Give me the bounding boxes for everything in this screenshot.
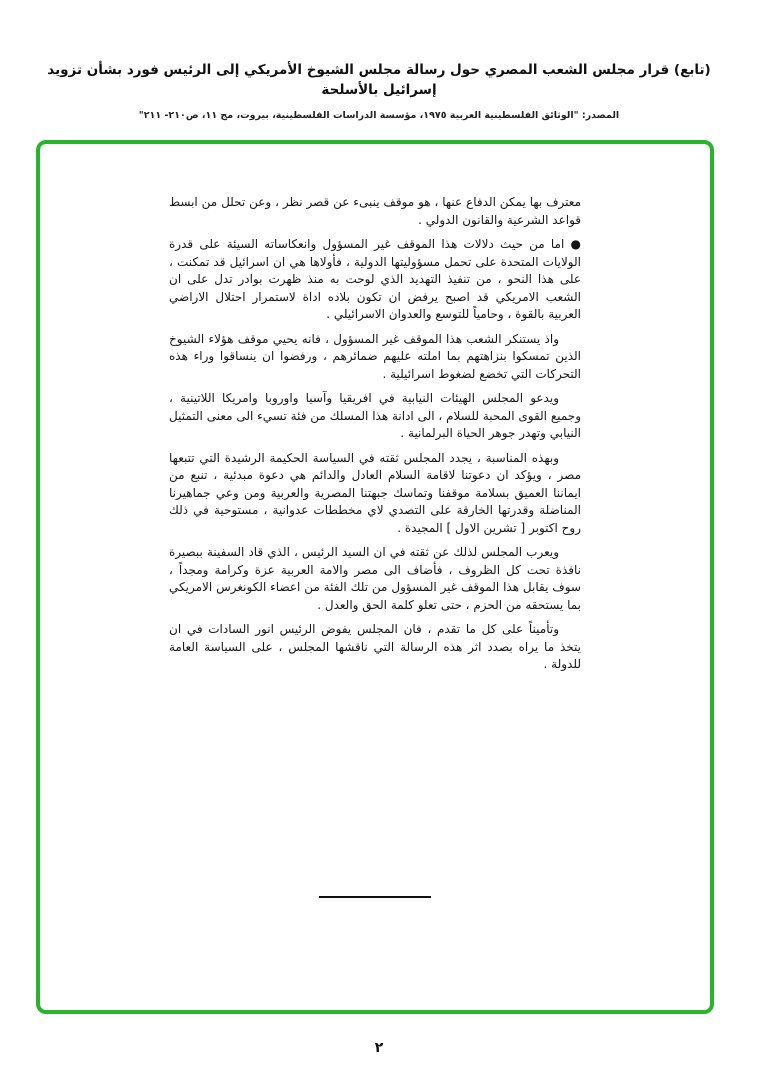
footnote-divider xyxy=(319,896,431,898)
body-text xyxy=(169,194,581,681)
paragraph: ● اما من حيث دلالات هذا الموقف غير المسؤول وانعكاساته السيئة على قدرة الولايات المتحدة على تحمل مسؤوليتها الدولية ، فأولاها هي ان اسرائيل قد تمكنت ، على هذا النحو ، من تنفيذ التهديد الذي لوحت به منذ ظهرت بوادر تدل على ان الشعب الامريكي قد اصبح يرفض ان تكون بلاده اداة لاستمرار احتلال الاراضي العربية بالقوة ، وحامياً للتوسع والعدوان الاسرائيلي . xyxy=(169,237,581,321)
paragraph: معترف بها يمكن الدفاع عنها ، هو موقف ينبىء عن قصر نظر ، وعن تحلل من ابسط قواعد الشرعية والقانون الدولي . xyxy=(169,195,581,227)
paragraph: وبهذه المناسبة ، يجدد المجلس ثقته في السياسة الحكيمة الرشيدة التي تتبعها مصر ، ويؤكد ان دعوتنا لاقامة السلام العادل والدائم هي دعوة مبدئية ، تنبع من ايماننا العميق بسلامة موقفنا وتماسك جبهتنا المصرية والعربية ومن وعي جماهيرنا المناضلة وقدرتها الخارقة على التصدي لاي مخططات عدوانية ، مستوحية في ذلك روح اكتوبر [ تشرين الاول ] المجيدة . xyxy=(169,450,581,535)
content-frame xyxy=(36,140,714,1014)
paragraph: واذ يستنكر الشعب هذا الموقف غير المسؤول ، فانه يحيي موقف هؤلاء الشيوخ الذين تمسكوا بنزاهتهم بما املته عليهم ضمائرهم ، ورفضوا ان ينساقوا وراء هذه التحركات التي تخضع لضغوط اسرائيلية . xyxy=(169,331,581,381)
source-line: المصدر: "الوثائق الفلسطينية العربية ١٩٧٥، مؤسسة الدراسات الفلسطينية، بيروت، مج ١١، ص٢١٠- ٢١١" xyxy=(138,109,620,121)
page-title: (تابع) قرار مجلس الشعب المصري حول رسالة مجلس الشيوخ الأمريكي إلى الرئيس فورد بشأن تزويد إسرائيل بالأسلحة xyxy=(47,62,711,99)
paragraph: ويدعو المجلس الهيئات النيابية في افريقيا وآسيا واوروبا وامريكا اللاتينية ، وجميع القوى المحبة للسلام ، الى ادانة هذا المسلك من فئة تسيء الى معنى التمثيل النيابي وتهدر جوهر الحياة البرلمانية . xyxy=(169,391,581,440)
paragraph: ويعرب المجلس لذلك عن ثقته في ان السيد الرئيس ، الذي قاد السفينة ببصيرة نافذة تحت كل الظروف ، فأضاف الى مصر والامة العربية عزة وكرامة ومجداً ، سوف يقابل هذا الموقف غير المسؤول من تلك الفئة من اعضاء الكونغرس الامريكي بما يستحقه من الحزم ، حتى تعلو كلمة الحق والعدل . xyxy=(169,545,581,612)
document-header xyxy=(20,60,738,121)
page-number: ٢ xyxy=(374,1040,384,1056)
paragraph: وتأميناً على كل ما تقدم ، فان المجلس يفوض الرئيس انور السادات في ان يتخذ ما يراه بصدد اثر هذه الرسالة التي ناقشها المجلس ، على السياسة العامة للدولة . xyxy=(169,622,581,671)
